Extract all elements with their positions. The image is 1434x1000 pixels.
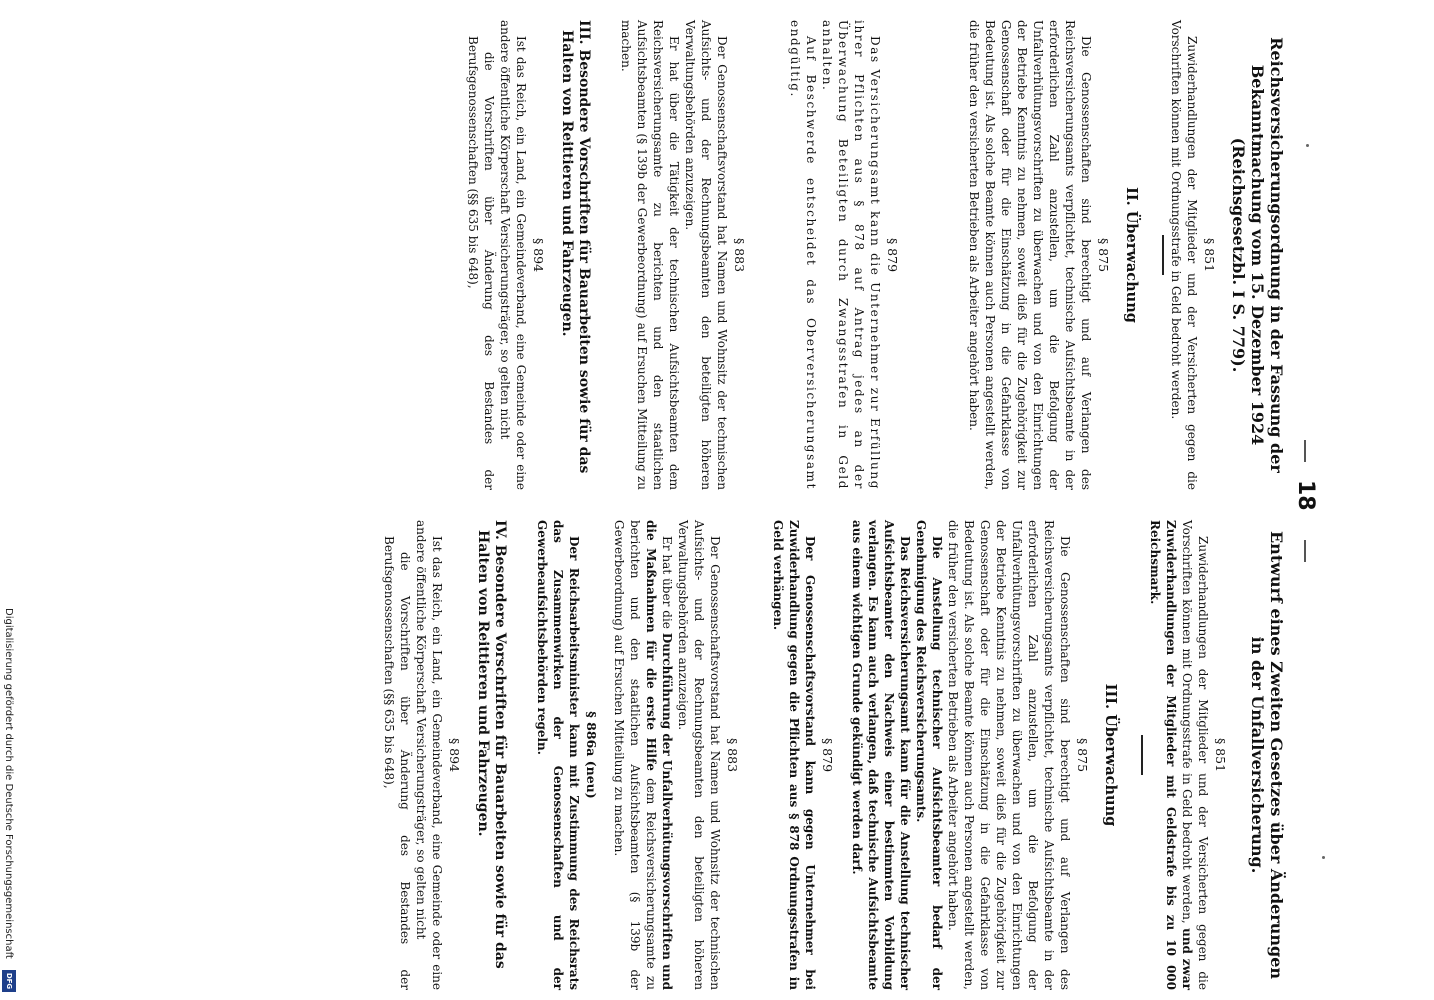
right-p875-text3: Das Reichsversicherungsamt kann für die Anstellung technischer Aufsichtsbeamter den Nachweis einer bestimmten Vorbildung verlangen. Es kann auch verlangen, daß technische Aufsichtsbeamte aus einem wichtigen Grunde gekündigt werden darf. (850, 520, 912, 990)
right-p883-text2-b: Durchführung der Unfallverhütungsvorschriften und die Maßnahmen für die erste Hilfe (644, 520, 674, 990)
right-p883-number: § 883 (725, 737, 740, 773)
right-p875-text: Die Genossenschaften sind berechtigt und auf Verlangen des Reichsversicherungsamts verpflichtet, technische Aufsichtsbeamte in der erforderlichen Zahl anzustellen, um die Befolgung der Unfallverhütungsvorschriften zu überwachen und von den Einrichtungen der Betriebe Kenntnis zu nehmen, soweit dieß für die Zugehörigkeit zur Genossenschaft oder für die Einschätzung in die Gefahrklasse von Bedeutung ist. Als solche Beamte können auch Personen angestellt werden, die früher den versicherten Betrieben als Arbeiter angehört haben. (946, 520, 1072, 990)
left-section-heading-3: III. Besondere Vorschriften für Bauarbeiten sowie für das Halten von Reittieren und Fahrzeugen. (559, 20, 592, 474)
left-p851-number: § 851 (1202, 237, 1217, 273)
right-p894-text2: die Vorschriften über Änderung des Bestandes der Berufsgenossenschaften (§§ 635 bis 648), (382, 536, 412, 990)
right-p886a-number: § 886a (neu) (584, 711, 599, 799)
page-number-dash-right (1304, 540, 1306, 562)
right-p894-text: Ist das Reich, ein Land, ein Gemeindeverband, eine Gemeinde oder eine andere öffentliche Körperschaft Versicherungsträger, so gelten nicht (414, 520, 444, 990)
left-title-line2: Bekanntmachung vom 15. Dezember 1924 (1248, 64, 1267, 446)
left-p883-text: Der Genossenschaftsvorstand hat Namen und Wohnsitz der technischen Aufsichts- und der Rechnungsbeamten den beteiligten höheren Verwaltungsbehörden anzuzeigen. (683, 20, 729, 490)
right-p883-text2 (611, 520, 675, 990)
left-p879-text: Das Versicherungsamt kann die Unternehmer zur Erfüllung ihrer Pflichten aus § 878 auf Antrag jedes an der Überwachung Beteiligten durch Zwangsstrafen in Geld anhalten. (820, 20, 882, 490)
right-column (381, 520, 1286, 990)
right-p875-text2: Die Anstellung technischer Aufsichtsbeamter bedarf der Genehmigung des Reichsversicherungsamts. (914, 520, 944, 990)
left-p875-number: § 875 (1096, 237, 1111, 273)
right-p883-text2-c: dem Reichsversicherungsamte zu berichten und den staatlichen Aufsichtsbeamten (§ 139b der Gewerbeordnung) auf Ersuchen Mitteilung zu machen. (612, 520, 658, 990)
right-section-heading-2: III. Überwachung (1102, 683, 1119, 827)
right-divider (1141, 735, 1143, 775)
left-p875-text: Die Genossenschaften sind berechtigt und auf Verlangen des Reichsversicherungsamts verpflichtet, technische Aufsichtsbeamte in der erforderlichen Zahl anzustellen, um die Befolgung der Unfallverhütungsvorschriften zu überwachen und von den Einrichtungen der Betriebe Kenntnis zu nehmen, soweit dieß für die Zugehörigkeit zur Genossenschaft oder für die Einschätzung in die Gefahrklasse von Bedeutung ist. Als solche Beamte können auch Personen angestellt werden, die früher den versicherten Betrieben als Arbeiter angehört haben. (967, 20, 1093, 490)
scan-speck (1322, 856, 1325, 859)
left-divider (1162, 235, 1164, 275)
dfg-logo-text: DFG (5, 972, 13, 990)
rotated-page-content (10, 0, 1330, 1000)
right-p879-number: § 879 (820, 737, 835, 773)
page-number-area (1288, 0, 1318, 1000)
page-number: 18 (1293, 480, 1318, 511)
left-p879-text2: Auf Beschwerde entscheidet das Oberversicherungsamt endgültig. (788, 20, 818, 490)
left-p894-text2: die Vorschriften über Änderung des Bestandes der Berufsgenossenschaften (§§ 635 bis 648), (466, 36, 496, 490)
right-title (1248, 520, 1286, 990)
dfg-logo (2, 970, 16, 992)
right-p879-text: Der Genossenschaftsvorstand kann gegen Unternehmer bei Zuwiderhandlung gegen die Pflichten aus § 878 Ordnungsstrafen in Geld verhängen. (771, 520, 817, 990)
left-title-line3: (Reichsgesetzbl. I S. 779). (1229, 137, 1248, 373)
right-p883-text: Der Genossenschaftsvorstand hat Namen und Wohnsitz der technischen Aufsichts- und der Rechnungsbeamten den beteiligten höheren Verwaltungsbehörden anzuzeigen. (676, 520, 722, 990)
right-p875-number: § 875 (1075, 737, 1090, 773)
left-p883-number: § 883 (732, 237, 747, 273)
left-p894-number: § 894 (531, 237, 546, 273)
left-p894-text: Ist das Reich, ein Land, ein Gemeindeverband, eine Gemeinde oder eine andere öffentliche Körperschaft Versicherungsträger, so gelten nicht (498, 20, 528, 490)
credit-text: Digitalisierung gefördert durch die Deutsche Forschungsgemeinschaft (3, 608, 14, 959)
left-p851-text: Zuwiderhandlungen der Mitglieder und der Versicherten gegen die Vorschriften können mit Ordnungsstrafe in Geld bedroht werden. (1169, 20, 1199, 490)
digitization-credit (2, 608, 16, 992)
right-section-heading-3: IV. Besondere Vorschriften für Bauarbeiten sowie für das Halten von Reittieren und Fahrzeugen. (475, 520, 508, 969)
left-column (465, 20, 1286, 490)
scan-speck (1306, 144, 1309, 147)
right-p851-number: § 851 (1213, 737, 1228, 773)
left-p879-number: § 879 (885, 237, 900, 273)
left-title (1229, 20, 1286, 490)
left-section-heading-2: II. Überwachung (1123, 187, 1140, 323)
right-p851-text (1147, 520, 1211, 990)
right-p851-text-b: und zwar Zuwiderhandlungen der Mitglieder mit Geldstrafe bis zu 10 000 Reichsmark. (1148, 520, 1194, 990)
right-p851-text-a: Zuwiderhandlungen der Mitglieder und der Versicherten gegen die Vorschriften können mit Ordnungsstrafe in Geld bedroht werden, (1180, 520, 1210, 990)
right-p886a-text: Der Reichsarbeitsminister kann mit Zustimmung des Reichsrats das Zusammenwirken der Genossenschaften und der Gewerbeaufsichtsbehörden regeln. (535, 520, 581, 990)
right-p883-text2-a: Er hat über die (660, 536, 674, 629)
right-p894-number: § 894 (447, 737, 462, 773)
right-title-line1: Entwurf eines Zweiten Gesetzes über Änderungen (1267, 530, 1286, 979)
left-title-line1: Reichsversicherungsordnung in der Fassung der (1267, 37, 1286, 473)
page-number-dash-left (1304, 440, 1306, 462)
right-title-line2: in der Unfallversicherung. (1248, 636, 1267, 874)
left-p883-text2: Er hat über die Tätigkeit der technischen Aufsichtsbeamten dem Reichsversicherungsamte zu berichten und den staatlichen Aufsichtsbeamten (§ 139b der Gewerbeordnung) auf Ersuchen Mitteilung zu machen. (619, 20, 681, 490)
